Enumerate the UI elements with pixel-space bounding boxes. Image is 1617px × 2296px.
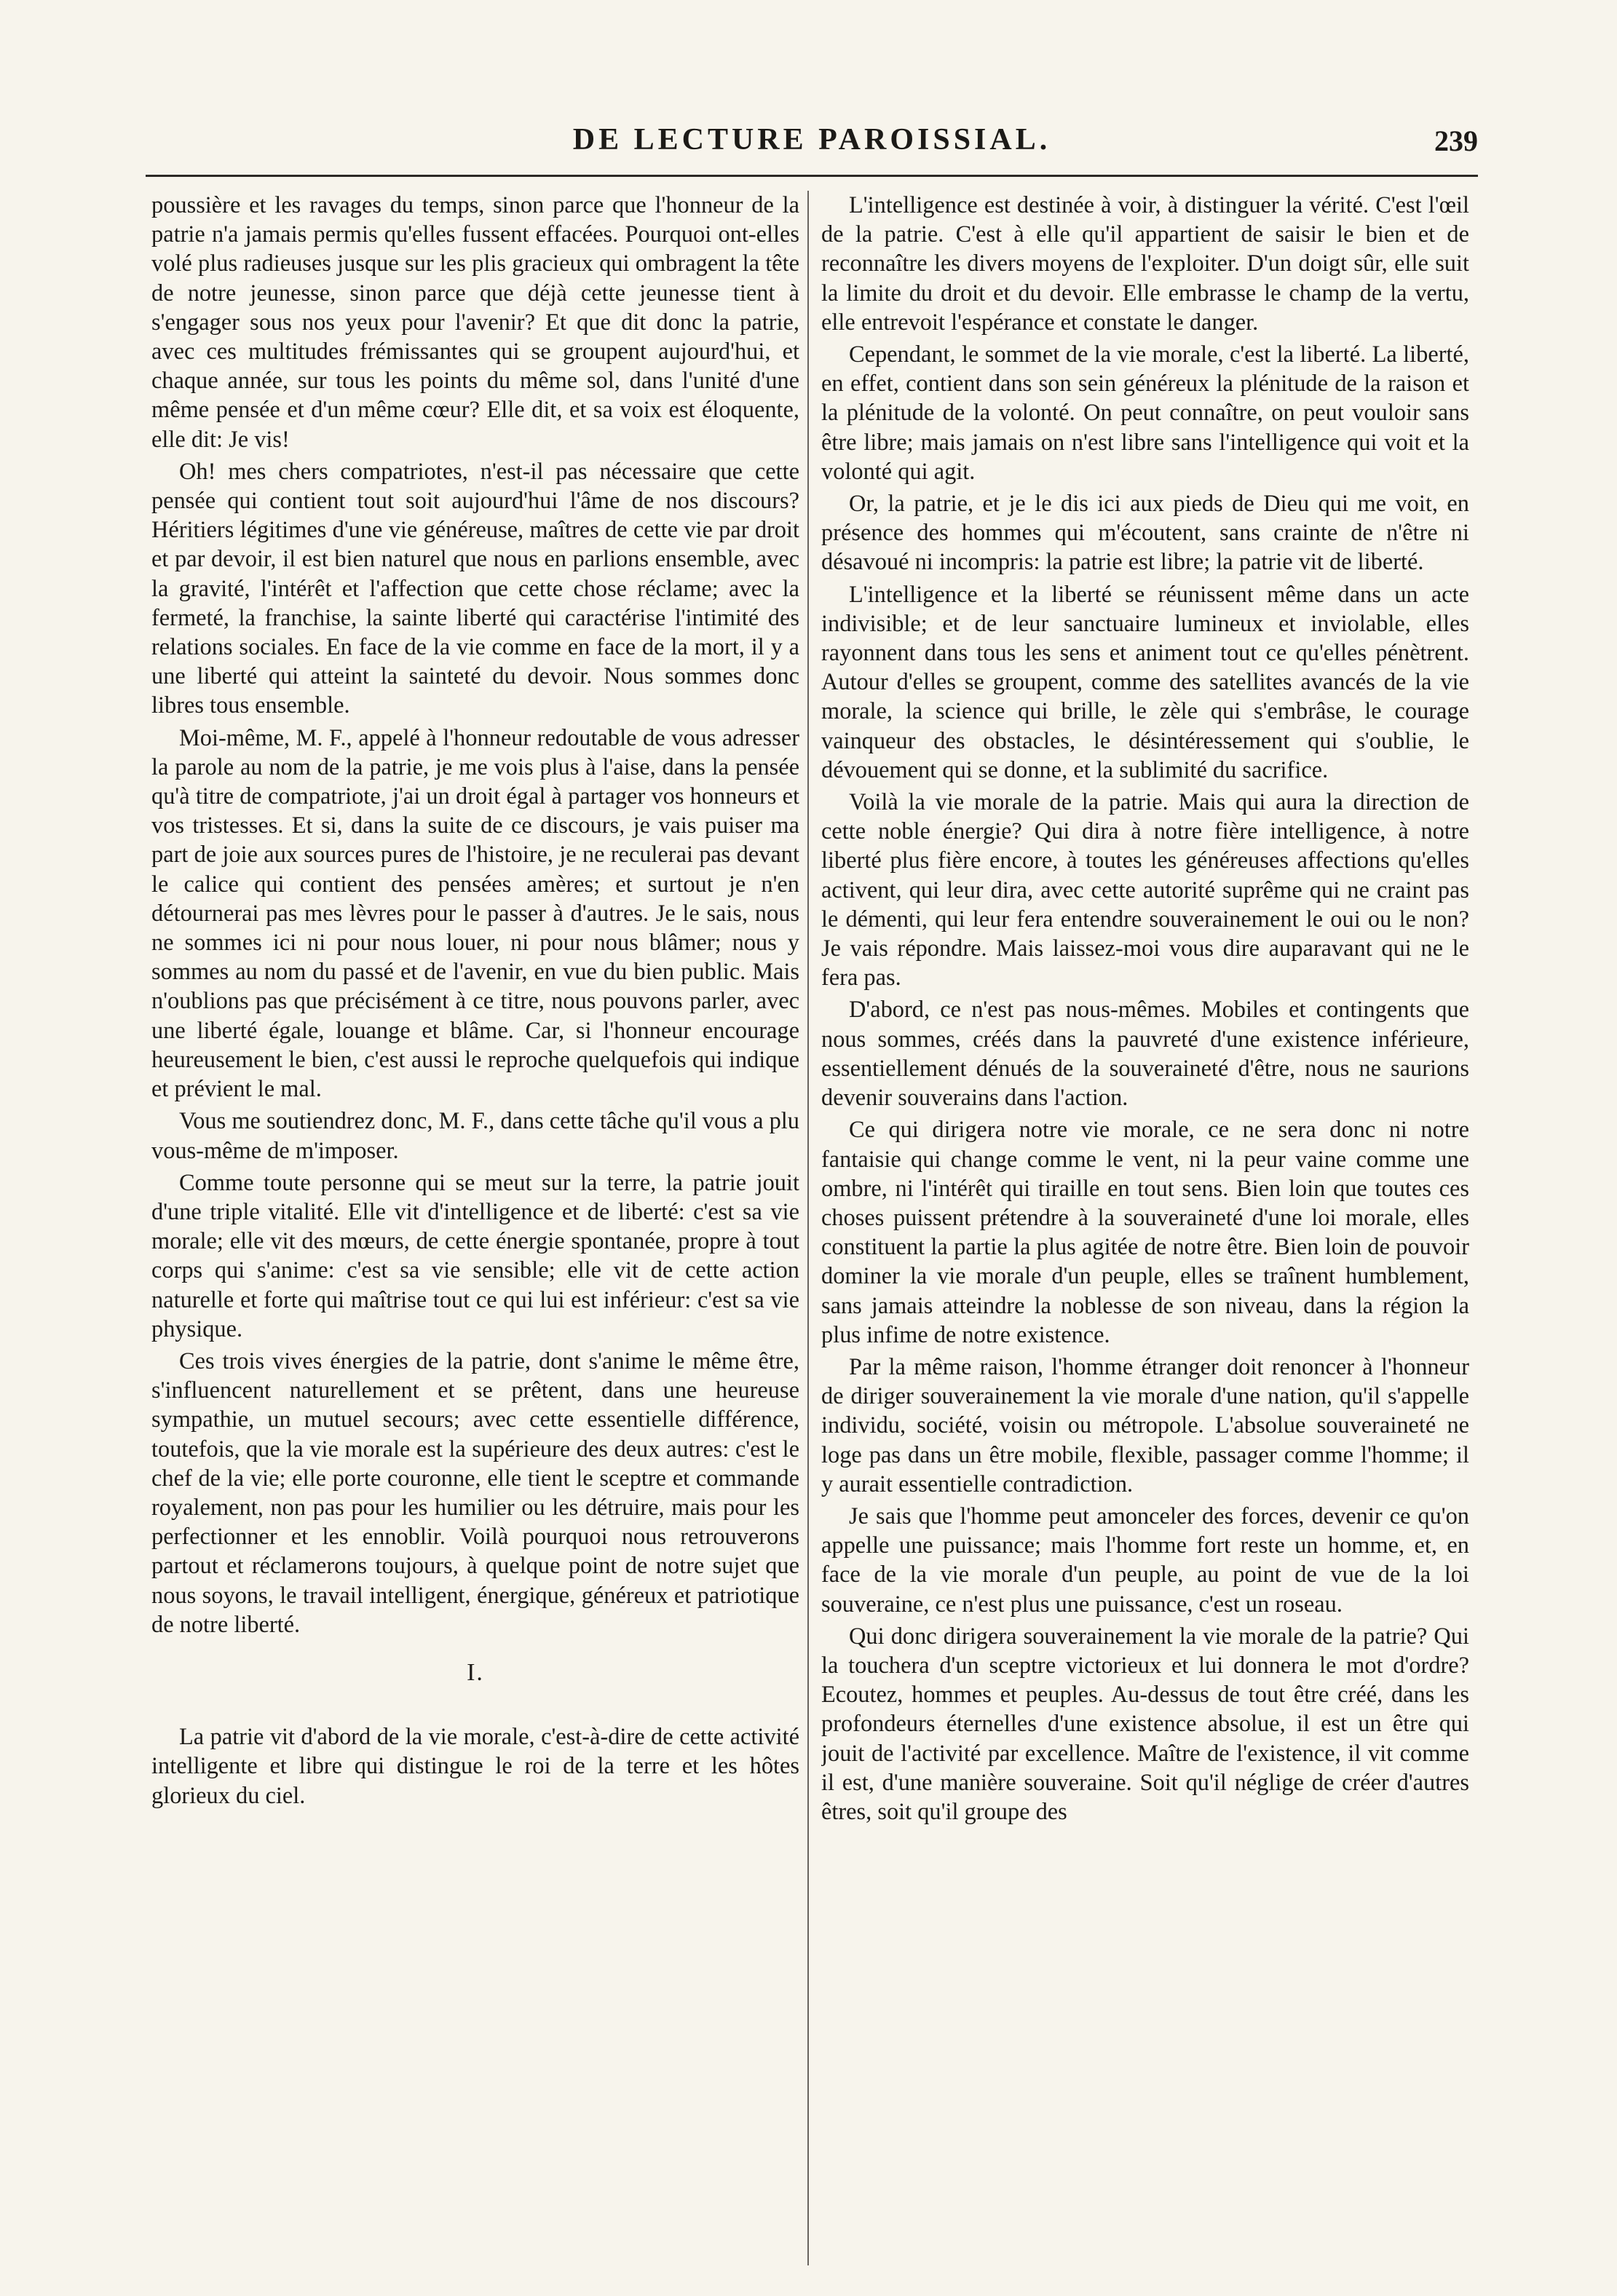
paragraph: L'intelligence et la liberté se réunissent même dans un acte indivisible; et de leur sanctuaire lumineux et inviolable, elles rayonnent dans tous les sens et animent tout ce qu'elles pénètrent. Autour d'elles se groupent, comme des satellites avancés de la vie morale, la science qui brille, le zèle qui s'embrâse, le courage vainqueur des obstacles, le désintéressement qui s'oublie, le dévouement qui se donne, et la sublimité du sacrifice.	[821, 581, 1469, 783]
running-title: DE LECTURE PAROISSIAL.	[572, 123, 1051, 157]
paragraph: poussière et les ravages du temps, sinon parce que l'honneur de la patrie n'a jamais permis qu'elles fussent effacées. Pourquoi ont-elles volé plus radieuses jusque sur les plis gracieux qui ombragent la tête de notre jeunesse, sinon parce que déjà cette jeunesse tient à s'engager sous nos yeux pour l'avenir? Et que dit donc la patrie, avec ces multitudes frémissantes qui se groupent aujourd'hui, et chaque année, sur tous les points du même sol, dans l'unité d'une même pensée et d'un même cœur? Elle dit, et sa voix est éloquente, elle dit: Je vis!	[151, 192, 799, 453]
paragraph: Or, la patrie, et je le dis ici aux pieds de Dieu qui me voit, en présence des hommes qui m'écoutent, sans crainte de n'être ni désavoué ni incompris: la patrie est libre; la patrie vit de liberté.	[821, 491, 1469, 576]
column-divider	[807, 191, 809, 2265]
paragraph: Par la même raison, l'homme étranger doit renoncer à l'honneur de diriger souverainement la vie morale d'une nation, qu'il s'appelle individu, société, voisin ou métropole. L'absolue souveraineté ne loge pas dans un être mobile, flexible, passager comme l'homme; il y aurait essentielle contradiction.	[821, 1353, 1469, 1497]
paragraph: Voilà la vie morale de la patrie. Mais qui aura la direction de cette noble énergie? Qui dira à notre fière intelligence, à notre liberté plus fière encore, à toutes les généreuses affections qu'elles activent, qui leur dira, avec cette autorité suprême qui ne craint pas le démenti, qui leur fera entendre souverainement le oui ou le non? Je vais répondre. Mais laissez-moi vous dire auparavant qui ne le fera pas.	[821, 789, 1469, 991]
page-header	[146, 115, 1478, 166]
paragraph: L'intelligence est destinée à voir, à distinguer la vérité. C'est l'œil de la patrie. C'est à elle qu'il appartient de saisir le bien et de reconnaître les divers moyens de l'exploiter. D'un doigt sûr, elle suit la limite du droit et du devoir. Elle embrasse le champ de la vertu, elle entrevoit l'espérance et constate le danger.	[821, 192, 1469, 336]
paragraph: Oh! mes chers compatriotes, n'est-il pas nécessaire que cette pensée qui contient tout soit aujourd'hui l'âme de nos discours? Héritiers légitimes d'une vie généreuse, maîtres de cette vie par droit et par devoir, il est bien naturel que nous en parlions ensemble, avec la gravité, l'intérêt et l'affection que cette chose réclame; avec la fermeté, la franchise, la sainte liberté qui caractérise l'intimité des relations sociales. En face de la vie comme en face de la mort, il y a une liberté qui atteint la sainteté du devoir. Nous sommes donc libres tous ensemble.	[151, 458, 799, 719]
paragraph: La patrie vit d'abord de la vie morale, c'est-à-dire de cette activité intelligente et libre qui distingue le roi de la terre et les hôtes glorieux du ciel.	[151, 1724, 799, 1809]
paragraph: Qui donc dirigera souverainement la vie morale de la patrie? Qui la touchera d'un sceptre victorieux et lui donnera le mot d'ordre? Ecoutez, hommes et peuples. Au-dessus de tout être créé, dans les profondeurs éternelles d'une existence absolue, il est un être qui jouit de l'activité par excellence. Maître de l'existence, il vit comme il est, d'une manière souveraine. Soit qu'il néglige de créer d'autres êtres, soit qu'il groupe des	[821, 1623, 1469, 1825]
paragraph: Je sais que l'homme peut amonceler des forces, devenir ce qu'on appelle une puissance; mais l'homme fort reste un homme, et, en face de la vie morale d'un peuple, au point de vue de la loi souveraine, ce n'est plus une puissance, c'est un roseau.	[821, 1503, 1469, 1618]
section-heading: I.	[467, 1658, 484, 1686]
left-column	[151, 191, 799, 2251]
paragraph: Vous me soutiendrez donc, M. F., dans cette tâche qu'il vous a plu vous-même de m'imposer.	[151, 1108, 799, 1164]
page-number: 239	[1434, 124, 1478, 157]
paragraph: Ces trois vives énergies de la patrie, dont s'anime le même être, s'influencent naturellement et se prêtent, dans une heureuse sympathie, un mutuel secours; avec cette essentielle différence, toutefois, que la vie morale est la supérieure des deux autres: c'est le chef de la vie; elle porte couronne, elle tient le sceptre et commande royalement, non pas pour les humilier ou les détruire, mais pour les perfectionner et les ennoblir. Voilà pourquoi nous retrouverons partout et réclamerons toujours, à quelque point de notre sujet que nous soyons, le travail intelligent, énergique, généreux et patriotique de notre liberté.	[151, 1347, 799, 1638]
right-column	[821, 191, 1469, 2251]
header-rule	[146, 175, 1478, 177]
paragraph: Comme toute personne qui se meut sur la terre, la patrie jouit d'une triple vitalité. Elle vit d'intelligence et de liberté: c'est sa vie morale; elle vit des mœurs, de cette énergie spontanée, propre à tout corps qui s'anime: c'est sa vie sensible; elle vit de cette action naturelle et forte qui maîtrise tout ce qui lui est inférieur: c'est sa vie physique.	[151, 1169, 799, 1342]
paragraph: D'abord, ce n'est pas nous-mêmes. Mobiles et contingents que nous sommes, créés dans la pauvreté d'une existence inférieure, essentiellement dénués de la souveraineté d'être, nous ne saurions devenir souverains dans l'action.	[821, 997, 1469, 1112]
paragraph: Ce qui dirigera notre vie morale, ce ne sera donc ni notre fantaisie qui change comme le vent, ni la peur vaine comme une ombre, ni l'intérêt qui tiraille en tout sens. Bien loin que toutes ces choses puissent prétendre à la souveraineté d'une loi morale, elles constituent la partie la plus agitée de notre être. Bien loin de pouvoir dominer la vie morale d'un peuple, elles se traînent humblement, sans jamais atteindre la noblesse de son niveau, dans la région la plus infime de notre existence.	[821, 1117, 1469, 1348]
paragraph: Cependant, le sommet de la vie morale, c'est la liberté. La liberté, en effet, contient dans son sein généreux la plénitude de la raison et la plénitude de la volonté. On peut connaître, on peut vouloir sans être libre; mais jamais on n'est libre sans l'intelligence qui voit et la volonté qui agit.	[821, 341, 1469, 485]
paragraph: Moi-même, M. F., appelé à l'honneur redoutable de vous adresser la parole au nom de la patrie, je me vois plus à l'aise, dans la pensée qu'à titre de compatriote, j'ai un droit égal à partager vos honneurs et vos tristesses. Et si, dans la suite de ce discours, je vais puiser ma part de joie aux sources pures de l'histoire, je ne reculerai pas devant le calice qui contient des pensées amères; et surtout je n'en détournerai pas mes lèvres pour le passer à d'autres. Je le sais, nous ne sommes ici ni pour nous louer, ni pour nous blâmer; nous y sommes au nom du passé et de l'avenir, en vue du bien public. Mais n'oublions pas que précisément à ce titre, nous pouvons parler, avec une liberté égale, louange et blâme. Car, si l'honneur encourage heureusement le bien, c'est aussi le reproche quelquefois qui indique et prévient le mal.	[151, 724, 799, 1103]
